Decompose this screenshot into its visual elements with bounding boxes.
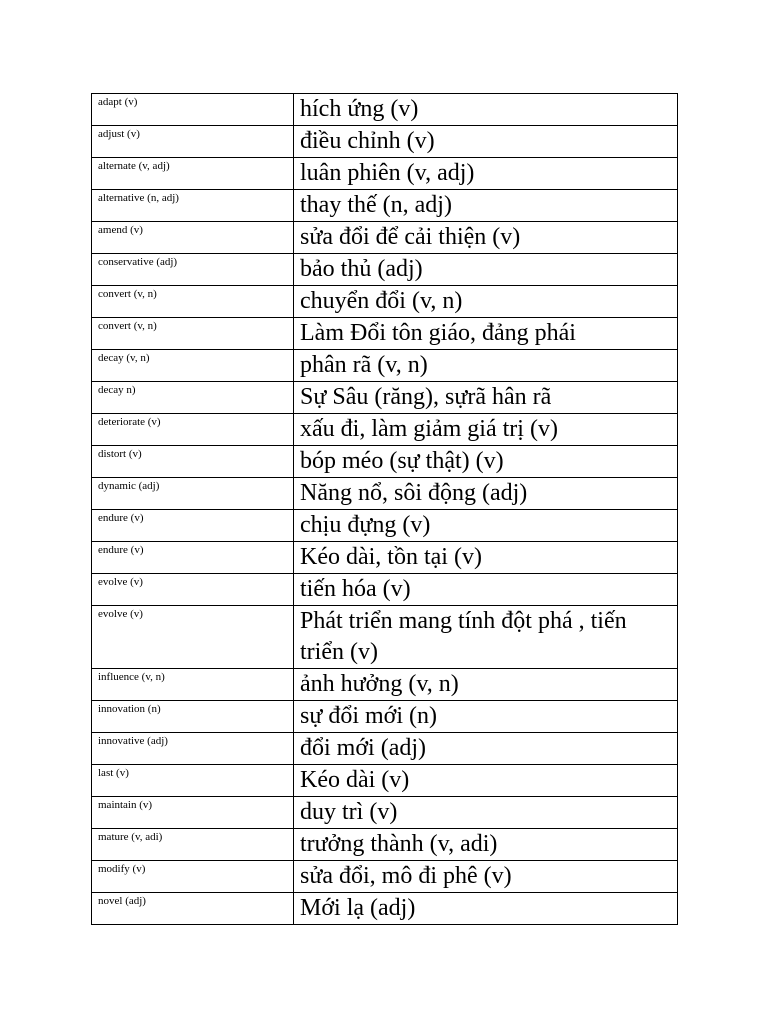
table-row [92,190,678,222]
table-row [92,510,678,542]
english-term: deteriorate (v) [92,414,294,446]
english-term: endure (v) [92,510,294,542]
table-row [92,669,678,701]
table-row [92,829,678,861]
vietnamese-meaning: Sự Sâu (răng), sựrã hân rã [294,382,678,414]
vocabulary-table [91,93,678,925]
table-row [92,542,678,574]
vietnamese-meaning: Kéo dài (v) [294,765,678,797]
table-row [92,478,678,510]
vietnamese-meaning: thay thế (n, adj) [294,190,678,222]
table-row [92,94,678,126]
english-term: dynamic (adj) [92,478,294,510]
table-row [92,797,678,829]
vietnamese-meaning: bóp méo (sự thật) (v) [294,446,678,478]
vietnamese-meaning: bảo thủ (adj) [294,254,678,286]
english-term: amend (v) [92,222,294,254]
vietnamese-meaning: ảnh hưởng (v, n) [294,669,678,701]
vietnamese-meaning: đổi mới (adj) [294,733,678,765]
vietnamese-meaning: Làm Đổi tôn giáo, đảng phái [294,318,678,350]
english-term: alternative (n, adj) [92,190,294,222]
table-row [92,733,678,765]
english-term: decay (v, n) [92,350,294,382]
english-term: convert (v, n) [92,286,294,318]
english-term: influence (v, n) [92,669,294,701]
vietnamese-meaning: điều chỉnh (v) [294,126,678,158]
english-term: alternate (v, adj) [92,158,294,190]
english-term: last (v) [92,765,294,797]
table-row [92,414,678,446]
table-row [92,222,678,254]
vietnamese-meaning: tiến hóa (v) [294,574,678,606]
vietnamese-meaning: sửa đổi, mô đi phê (v) [294,861,678,893]
english-term: innovative (adj) [92,733,294,765]
english-term: distort (v) [92,446,294,478]
table-row [92,126,678,158]
table-row [92,765,678,797]
vietnamese-meaning: Kéo dài, tồn tại (v) [294,542,678,574]
english-term: conservative (adj) [92,254,294,286]
english-term: mature (v, adi) [92,829,294,861]
english-term: evolve (v) [92,606,294,669]
table-row [92,254,678,286]
english-term: endure (v) [92,542,294,574]
vietnamese-meaning: luân phiên (v, adj) [294,158,678,190]
vietnamese-meaning: Phát triển mang tính đột phá , tiến triển (v) [294,606,678,669]
vietnamese-meaning: duy trì (v) [294,797,678,829]
vietnamese-meaning: sửa đổi để cải thiện (v) [294,222,678,254]
table-row [92,861,678,893]
vietnamese-meaning: chịu đựng (v) [294,510,678,542]
table-row [92,382,678,414]
vietnamese-meaning: trưởng thành (v, adi) [294,829,678,861]
english-term: adapt (v) [92,94,294,126]
vietnamese-meaning: phân rã (v, n) [294,350,678,382]
table-row [92,318,678,350]
english-term: innovation (n) [92,701,294,733]
vietnamese-meaning: xấu đi, làm giảm giá trị (v) [294,414,678,446]
table-row [92,606,678,669]
english-term: maintain (v) [92,797,294,829]
table-row [92,350,678,382]
table-row [92,701,678,733]
table-row [92,893,678,925]
english-term: evolve (v) [92,574,294,606]
table-row [92,446,678,478]
vietnamese-meaning: Năng nổ, sôi động (adj) [294,478,678,510]
english-term: novel (adj) [92,893,294,925]
english-term: convert (v, n) [92,318,294,350]
vietnamese-meaning: chuyển đổi (v, n) [294,286,678,318]
vietnamese-meaning: sự đổi mới (n) [294,701,678,733]
vietnamese-meaning: Mới lạ (adj) [294,893,678,925]
table-row [92,158,678,190]
vietnamese-meaning: hích ứng (v) [294,94,678,126]
english-term: adjust (v) [92,126,294,158]
english-term: modify (v) [92,861,294,893]
table-row [92,574,678,606]
english-term: decay n) [92,382,294,414]
table-row [92,286,678,318]
